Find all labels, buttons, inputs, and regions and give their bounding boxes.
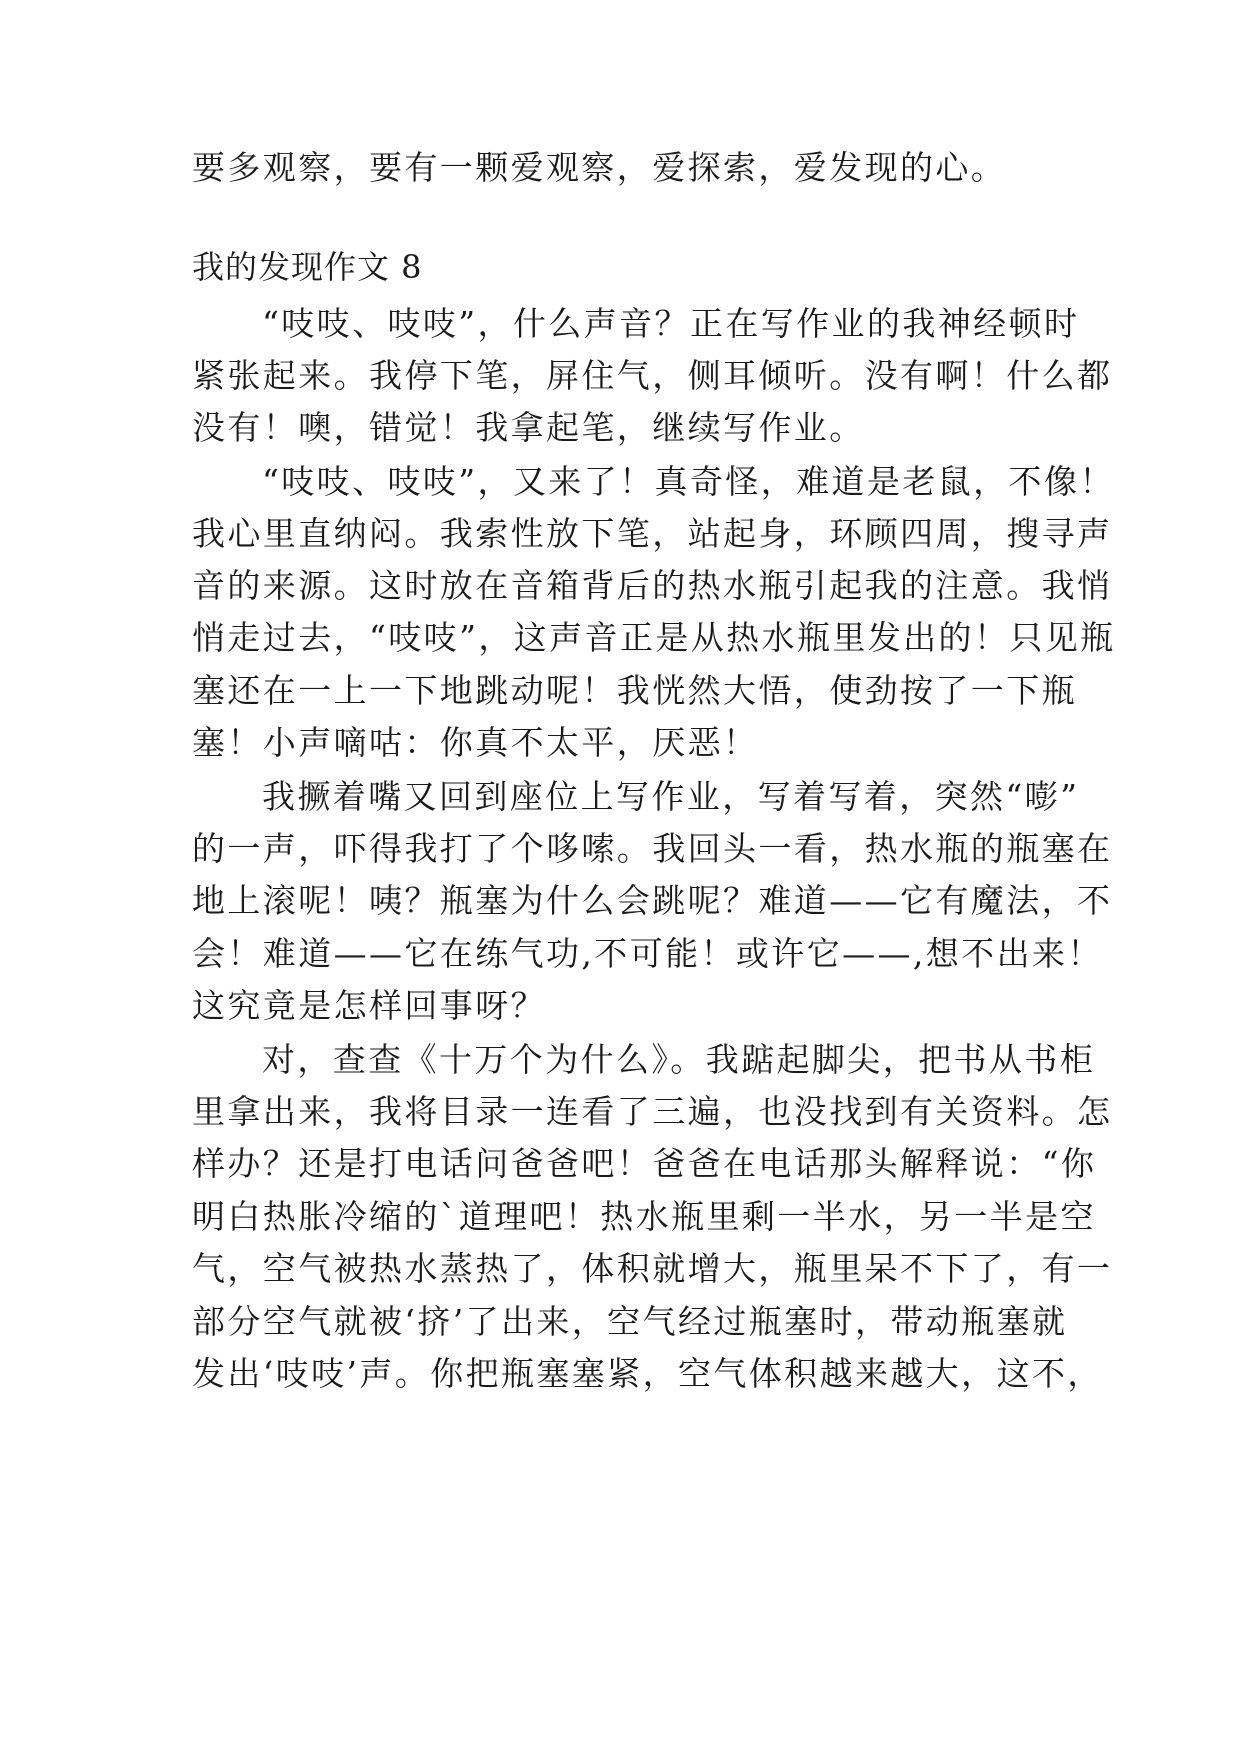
- paragraph-line: 悄走过去，“吱吱”，这声音正是从热水瓶里发出的！只见瓶: [192, 618, 1116, 657]
- paragraph-line: 的一声，吓得我打了个哆嗦。我回头一看，热水瓶的瓶塞在: [192, 829, 1113, 868]
- paragraph-line: 塞还在一上一下地跳动呢！我恍然大悟，使劲按了一下瓶: [192, 671, 1077, 710]
- paragraph-line: “吱吱、吱吱”，又来了！真奇怪，难道是老鼠，不像！: [262, 462, 1115, 501]
- paragraph-line: 音的来源。这时放在音箱背后的热水瓶引起我的注意。我悄: [192, 566, 1113, 605]
- paragraph-line: 会！难道——它在练气功,不可能！或许它——,想不出来！: [192, 934, 1103, 973]
- paragraph-line: 里拿出来，我将目录一连看了三遍，也没找到有关资料。怎: [192, 1092, 1113, 1131]
- paragraph-line: 我撅着嘴又回到座位上写作业，写着写着，突然“嘭”: [262, 777, 1080, 816]
- top-paragraph-line: 要多观察，要有一颗爱观察，爱探索，爱发现的心。: [192, 148, 1007, 187]
- paragraph-line: 对，查查《十万个为什么》。我踮起脚尖，把书从书柜: [262, 1040, 1096, 1079]
- paragraph-line: 明白热胀冷缩的`道理吧！热水瓶里剩一半水，另一半是空: [192, 1197, 1096, 1236]
- paragraph-line: “吱吱、吱吱”，什么声音？正在写作业的我神经顿时: [262, 304, 1080, 343]
- essay-title: 我的发现作文 8: [192, 248, 423, 286]
- paragraph-line: 样办？还是打电话问爸爸吧！爸爸在电话那头解释说：“你: [192, 1144, 1097, 1183]
- paragraph-line: 没有！噢，错觉！我拿起笔，继续写作业。: [192, 408, 865, 447]
- paragraph-line: 发出‘吱吱’声。你把瓶塞塞紧，空气体积越来越大，这不，: [192, 1354, 1103, 1393]
- paragraph-line: 紧张起来。我停下笔，屏住气，侧耳倾听。没有啊！什么都: [192, 356, 1113, 395]
- paragraph-line: 我心里直纳闷。我索性放下笔，站起身，环顾四周，搜寻声: [192, 514, 1113, 553]
- paragraph-line: 部分空气就被‘挤’了出来，空气经过瓶塞时，带动瓶塞就: [192, 1302, 1068, 1341]
- paragraph-line: 气，空气被热水蒸热了，体积就增大，瓶里呆不下了，有一: [192, 1249, 1113, 1288]
- paragraph-line: 地上滚呢！咦？瓶塞为什么会跳呢？难道——它有魔法，不: [192, 881, 1113, 920]
- paragraph-line: 这究竟是怎样回事呀？: [192, 986, 546, 1025]
- paragraph-line: 塞！小声嘀咕：你真不太平，厌恶！: [192, 723, 759, 762]
